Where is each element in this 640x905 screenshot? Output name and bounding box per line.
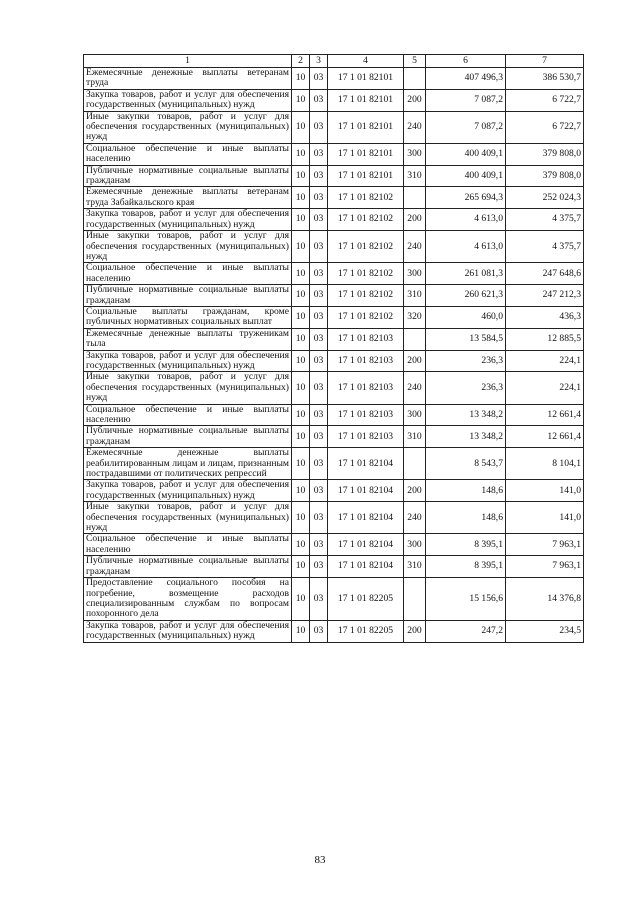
cell-amount-col7: 436,3 xyxy=(506,306,584,328)
cell-description: Социальное обеспечение и иные выплаты населению xyxy=(84,534,292,556)
cell-description: Социальное обеспечение и иные выплаты населению xyxy=(84,263,292,285)
cell-expense-type: 310 xyxy=(404,556,426,578)
cell-amount-col7: 224,1 xyxy=(506,350,584,372)
cell-description: Социальное обеспечение и иные выплаты населению xyxy=(84,143,292,165)
cell-section: 10 xyxy=(292,556,310,578)
cell-subsection: 03 xyxy=(310,285,328,307)
cell-description: Ежемесячные денежные выплаты реабилитированным лицам и лицам, признанным пострадавшими от политических репрессий xyxy=(84,448,292,480)
cell-section: 10 xyxy=(292,143,310,165)
cell-description: Публичные нормативные социальные выплаты гражданам xyxy=(84,165,292,187)
cell-target-article: 17 1 01 82102 xyxy=(328,263,404,285)
cell-expense-type: 200 xyxy=(404,480,426,502)
cell-subsection: 03 xyxy=(310,209,328,231)
cell-expense-type xyxy=(404,187,426,209)
cell-target-article: 17 1 01 82104 xyxy=(328,502,404,534)
cell-expense-type: 200 xyxy=(404,89,426,111)
table-row xyxy=(84,350,584,372)
table-body xyxy=(84,68,584,643)
cell-subsection: 03 xyxy=(310,480,328,502)
cell-target-article: 17 1 01 82205 xyxy=(328,578,404,621)
table-row xyxy=(84,426,584,448)
table-header-row xyxy=(84,55,584,68)
cell-expense-type: 310 xyxy=(404,165,426,187)
column-header: 6 xyxy=(426,55,506,68)
cell-amount-col7: 386 530,7 xyxy=(506,68,584,90)
cell-section: 10 xyxy=(292,534,310,556)
cell-target-article: 17 1 01 82104 xyxy=(328,534,404,556)
cell-amount-col7: 379 808,0 xyxy=(506,165,584,187)
cell-target-article: 17 1 01 82102 xyxy=(328,231,404,263)
cell-description: Ежемесячные денежные выплаты труженикам тыла xyxy=(84,328,292,350)
cell-subsection: 03 xyxy=(310,165,328,187)
cell-expense-type: 200 xyxy=(404,620,426,642)
cell-target-article: 17 1 01 82101 xyxy=(328,165,404,187)
cell-target-article: 17 1 01 82104 xyxy=(328,448,404,480)
cell-section: 10 xyxy=(292,165,310,187)
table-row xyxy=(84,306,584,328)
cell-expense-type: 200 xyxy=(404,350,426,372)
cell-amount-col6: 236,3 xyxy=(426,372,506,404)
cell-target-article: 17 1 01 82102 xyxy=(328,285,404,307)
cell-amount-col6: 247,2 xyxy=(426,620,506,642)
cell-description: Ежемесячные денежные выплаты ветеранам труда xyxy=(84,68,292,90)
cell-description: Социальное обеспечение и иные выплаты населению xyxy=(84,404,292,426)
cell-section: 10 xyxy=(292,89,310,111)
table-row xyxy=(84,209,584,231)
cell-amount-col7: 247 648,6 xyxy=(506,263,584,285)
cell-target-article: 17 1 01 82103 xyxy=(328,328,404,350)
cell-expense-type: 240 xyxy=(404,231,426,263)
cell-expense-type: 300 xyxy=(404,263,426,285)
column-header: 1 xyxy=(84,55,292,68)
cell-subsection: 03 xyxy=(310,328,328,350)
cell-section: 10 xyxy=(292,68,310,90)
cell-subsection: 03 xyxy=(310,404,328,426)
cell-amount-col6: 4 613,0 xyxy=(426,231,506,263)
cell-subsection: 03 xyxy=(310,578,328,621)
cell-subsection: 03 xyxy=(310,448,328,480)
cell-section: 10 xyxy=(292,209,310,231)
cell-amount-col6: 8 395,1 xyxy=(426,556,506,578)
cell-target-article: 17 1 01 82103 xyxy=(328,350,404,372)
cell-section: 10 xyxy=(292,578,310,621)
cell-description: Социальные выплаты гражданам, кроме публичных нормативных социальных выплат xyxy=(84,306,292,328)
table-row xyxy=(84,231,584,263)
cell-subsection: 03 xyxy=(310,620,328,642)
table-row xyxy=(84,556,584,578)
cell-amount-col6: 13 348,2 xyxy=(426,426,506,448)
cell-amount-col6: 8 543,7 xyxy=(426,448,506,480)
cell-target-article: 17 1 01 82101 xyxy=(328,68,404,90)
cell-subsection: 03 xyxy=(310,111,328,143)
cell-subsection: 03 xyxy=(310,502,328,534)
table-row xyxy=(84,578,584,621)
cell-amount-col7: 4 375,7 xyxy=(506,231,584,263)
cell-description: Публичные нормативные социальные выплаты гражданам xyxy=(84,556,292,578)
cell-amount-col7: 8 104,1 xyxy=(506,448,584,480)
cell-expense-type: 300 xyxy=(404,534,426,556)
cell-amount-col6: 13 348,2 xyxy=(426,404,506,426)
budget-table xyxy=(83,54,584,643)
cell-expense-type: 310 xyxy=(404,285,426,307)
cell-target-article: 17 1 01 82103 xyxy=(328,372,404,404)
cell-amount-col7: 247 212,3 xyxy=(506,285,584,307)
cell-target-article: 17 1 01 82104 xyxy=(328,556,404,578)
cell-subsection: 03 xyxy=(310,372,328,404)
cell-target-article: 17 1 01 82103 xyxy=(328,426,404,448)
cell-amount-col7: 12 661,4 xyxy=(506,426,584,448)
cell-section: 10 xyxy=(292,502,310,534)
cell-amount-col7: 4 375,7 xyxy=(506,209,584,231)
cell-section: 10 xyxy=(292,448,310,480)
cell-target-article: 17 1 01 82104 xyxy=(328,480,404,502)
cell-target-article: 17 1 01 82103 xyxy=(328,404,404,426)
cell-description: Иные закупки товаров, работ и услуг для обеспечения государственных (муниципальных) нужд xyxy=(84,231,292,263)
cell-expense-type xyxy=(404,328,426,350)
cell-amount-col6: 265 694,3 xyxy=(426,187,506,209)
table-row xyxy=(84,187,584,209)
cell-description: Публичные нормативные социальные выплаты гражданам xyxy=(84,285,292,307)
cell-description: Закупка товаров, работ и услуг для обеспечения государственных (муниципальных) нужд xyxy=(84,89,292,111)
cell-target-article: 17 1 01 82101 xyxy=(328,89,404,111)
cell-section: 10 xyxy=(292,306,310,328)
cell-section: 10 xyxy=(292,328,310,350)
cell-description: Иные закупки товаров, работ и услуг для обеспечения государственных (муниципальных) нужд xyxy=(84,372,292,404)
cell-subsection: 03 xyxy=(310,89,328,111)
cell-amount-col7: 141,0 xyxy=(506,480,584,502)
cell-amount-col7: 7 963,1 xyxy=(506,534,584,556)
cell-description: Закупка товаров, работ и услуг для обеспечения государственных (муниципальных) нужд xyxy=(84,350,292,372)
cell-amount-col6: 7 087,2 xyxy=(426,111,506,143)
cell-section: 10 xyxy=(292,404,310,426)
cell-expense-type xyxy=(404,448,426,480)
table-row xyxy=(84,89,584,111)
cell-amount-col7: 141,0 xyxy=(506,502,584,534)
cell-target-article: 17 1 01 82102 xyxy=(328,306,404,328)
table-row xyxy=(84,68,584,90)
table-row xyxy=(84,285,584,307)
cell-section: 10 xyxy=(292,285,310,307)
cell-amount-col6: 260 621,3 xyxy=(426,285,506,307)
cell-expense-type: 300 xyxy=(404,404,426,426)
cell-section: 10 xyxy=(292,350,310,372)
table-row xyxy=(84,263,584,285)
cell-amount-col7: 379 808,0 xyxy=(506,143,584,165)
cell-amount-col7: 252 024,3 xyxy=(506,187,584,209)
cell-subsection: 03 xyxy=(310,187,328,209)
cell-expense-type: 300 xyxy=(404,143,426,165)
cell-target-article: 17 1 01 82205 xyxy=(328,620,404,642)
cell-section: 10 xyxy=(292,426,310,448)
cell-expense-type: 200 xyxy=(404,209,426,231)
cell-amount-col6: 460,0 xyxy=(426,306,506,328)
cell-expense-type: 320 xyxy=(404,306,426,328)
table-row xyxy=(84,372,584,404)
cell-amount-col7: 6 722,7 xyxy=(506,89,584,111)
cell-subsection: 03 xyxy=(310,143,328,165)
cell-subsection: 03 xyxy=(310,426,328,448)
cell-amount-col6: 400 409,1 xyxy=(426,165,506,187)
cell-amount-col7: 224,1 xyxy=(506,372,584,404)
table-row xyxy=(84,480,584,502)
cell-amount-col6: 15 156,6 xyxy=(426,578,506,621)
cell-expense-type: 240 xyxy=(404,372,426,404)
cell-amount-col6: 13 584,5 xyxy=(426,328,506,350)
table-row xyxy=(84,165,584,187)
cell-amount-col6: 400 409,1 xyxy=(426,143,506,165)
cell-description: Публичные нормативные социальные выплаты гражданам xyxy=(84,426,292,448)
cell-amount-col7: 6 722,7 xyxy=(506,111,584,143)
column-header: 2 xyxy=(292,55,310,68)
cell-section: 10 xyxy=(292,187,310,209)
column-header: 7 xyxy=(506,55,584,68)
cell-subsection: 03 xyxy=(310,263,328,285)
table-row xyxy=(84,448,584,480)
cell-amount-col6: 261 081,3 xyxy=(426,263,506,285)
table-row xyxy=(84,111,584,143)
cell-section: 10 xyxy=(292,372,310,404)
cell-description: Иные закупки товаров, работ и услуг для обеспечения государственных (муниципальных) нужд xyxy=(84,111,292,143)
column-header: 4 xyxy=(328,55,404,68)
cell-description: Предоставление социального пособия на погребение, возмещение расходов специализированным службам по вопросам похоронного дела xyxy=(84,578,292,621)
cell-description: Иные закупки товаров, работ и услуг для обеспечения государственных (муниципальных) нужд xyxy=(84,502,292,534)
cell-target-article: 17 1 01 82102 xyxy=(328,187,404,209)
cell-expense-type: 310 xyxy=(404,426,426,448)
column-header: 5 xyxy=(404,55,426,68)
cell-subsection: 03 xyxy=(310,68,328,90)
cell-description: Закупка товаров, работ и услуг для обеспечения государственных (муниципальных) нужд xyxy=(84,209,292,231)
cell-amount-col6: 148,6 xyxy=(426,480,506,502)
cell-amount-col7: 12 885,5 xyxy=(506,328,584,350)
table-row xyxy=(84,328,584,350)
cell-amount-col6: 7 087,2 xyxy=(426,89,506,111)
cell-target-article: 17 1 01 82102 xyxy=(328,209,404,231)
cell-subsection: 03 xyxy=(310,556,328,578)
cell-section: 10 xyxy=(292,231,310,263)
cell-amount-col7: 12 661,4 xyxy=(506,404,584,426)
cell-description: Закупка товаров, работ и услуг для обеспечения государственных (муниципальных) нужд xyxy=(84,620,292,642)
cell-target-article: 17 1 01 82101 xyxy=(328,143,404,165)
cell-subsection: 03 xyxy=(310,306,328,328)
cell-amount-col7: 14 376,8 xyxy=(506,578,584,621)
table-row xyxy=(84,404,584,426)
cell-subsection: 03 xyxy=(310,350,328,372)
table-row xyxy=(84,534,584,556)
table-row xyxy=(84,502,584,534)
cell-description: Ежемесячные денежные выплаты ветеранам труда Забайкальского края xyxy=(84,187,292,209)
page-number: 83 xyxy=(314,854,326,866)
cell-section: 10 xyxy=(292,620,310,642)
cell-expense-type: 240 xyxy=(404,111,426,143)
cell-amount-col7: 234,5 xyxy=(506,620,584,642)
cell-amount-col6: 8 395,1 xyxy=(426,534,506,556)
cell-description: Закупка товаров, работ и услуг для обеспечения государственных (муниципальных) нужд xyxy=(84,480,292,502)
cell-section: 10 xyxy=(292,263,310,285)
cell-amount-col6: 407 496,3 xyxy=(426,68,506,90)
cell-subsection: 03 xyxy=(310,534,328,556)
cell-target-article: 17 1 01 82101 xyxy=(328,111,404,143)
cell-amount-col6: 148,6 xyxy=(426,502,506,534)
cell-subsection: 03 xyxy=(310,231,328,263)
cell-expense-type xyxy=(404,578,426,621)
cell-expense-type xyxy=(404,68,426,90)
column-header: 3 xyxy=(310,55,328,68)
cell-expense-type: 240 xyxy=(404,502,426,534)
cell-amount-col6: 236,3 xyxy=(426,350,506,372)
cell-amount-col6: 4 613,0 xyxy=(426,209,506,231)
cell-section: 10 xyxy=(292,480,310,502)
table-row xyxy=(84,143,584,165)
cell-section: 10 xyxy=(292,111,310,143)
cell-amount-col7: 7 963,1 xyxy=(506,556,584,578)
table-row xyxy=(84,620,584,642)
